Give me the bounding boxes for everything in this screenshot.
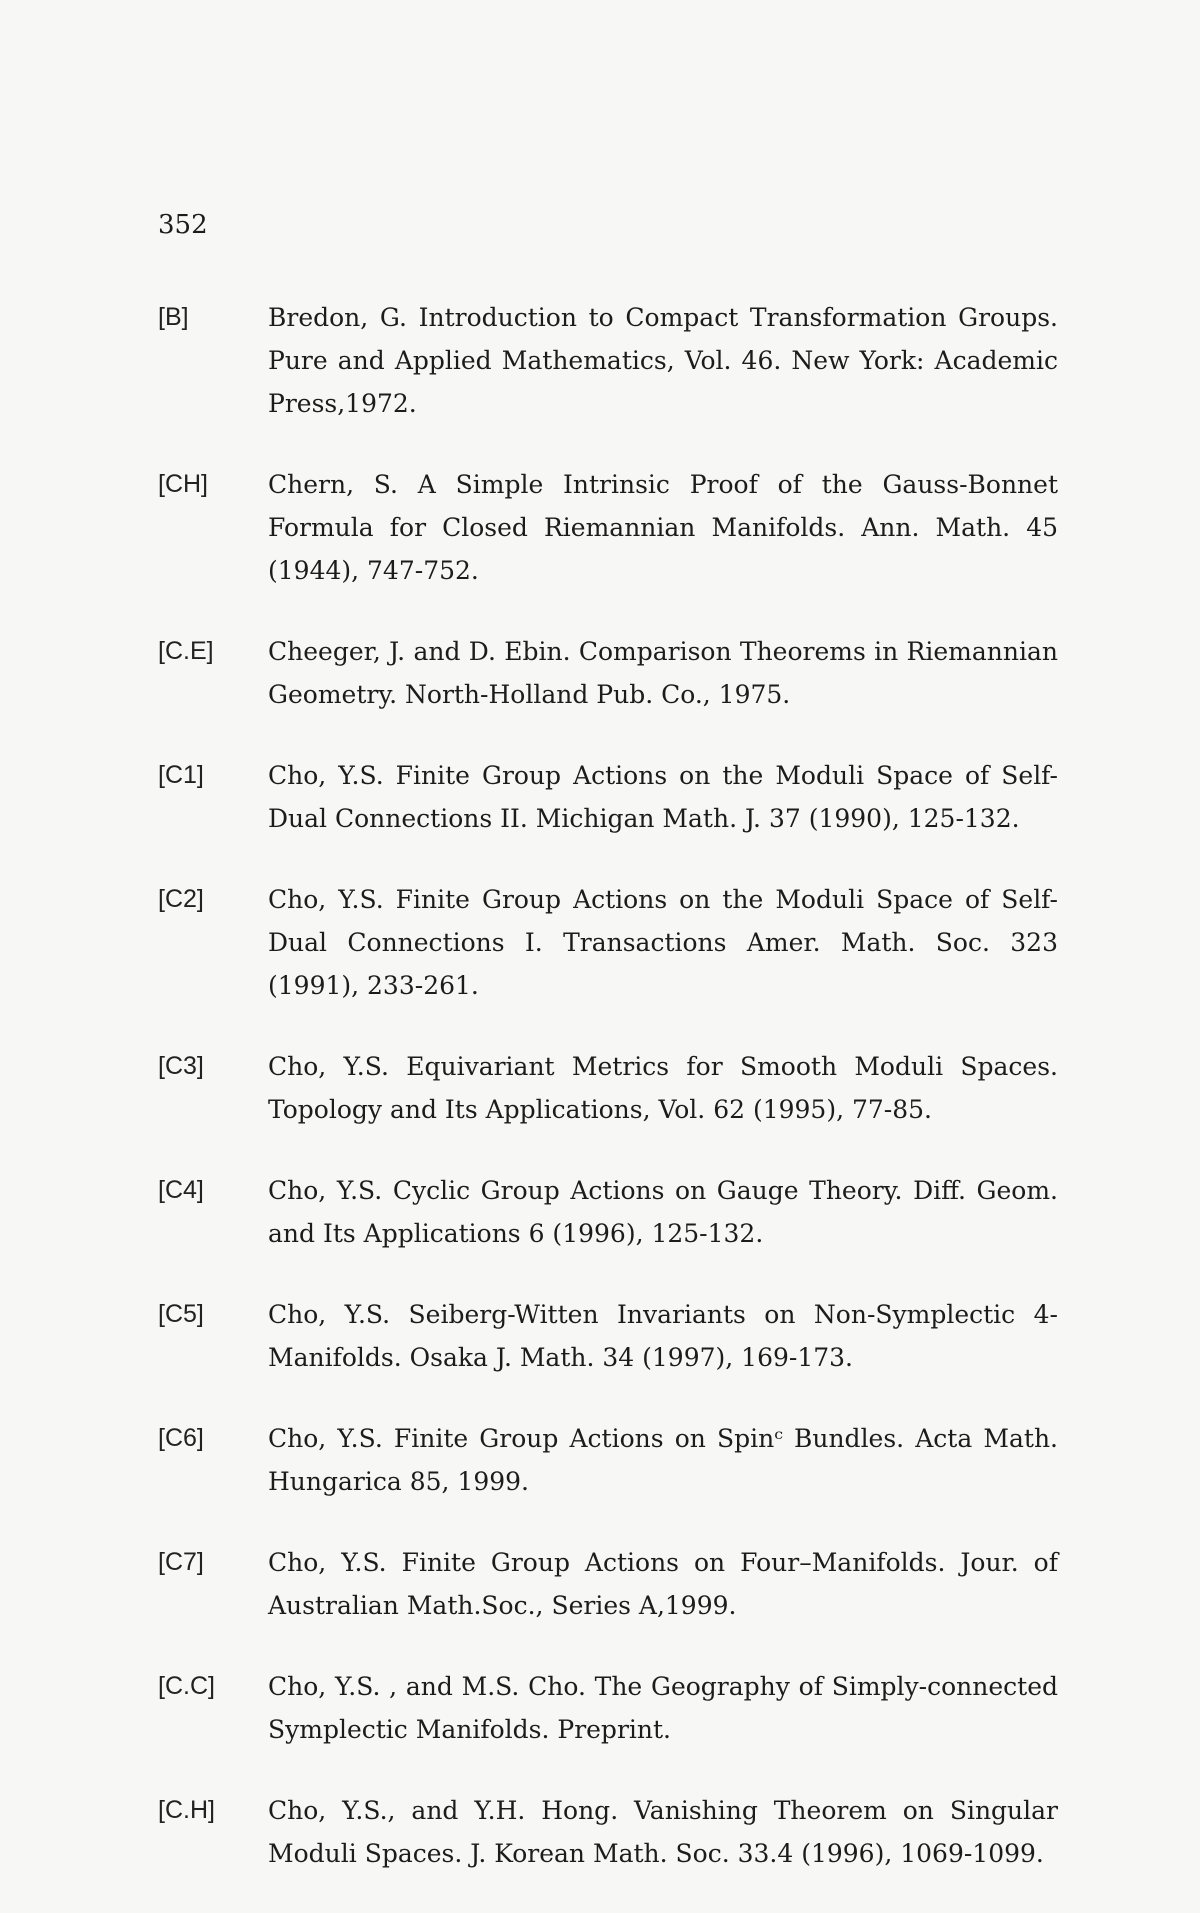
- reference-text: Chern, S. A Simple Intrinsic Proof of the Gauss-Bonnet Formula for Closed Riemannian Manifolds. Ann. Math. 45 (1944), 747-752.: [268, 470, 1058, 585]
- reference-entry: [158, 630, 1058, 716]
- reference-key: [C7]: [158, 1548, 204, 1576]
- reference-entry: [158, 754, 1058, 840]
- reference-list: [158, 296, 1058, 1913]
- reference-text: Cho, Y.S. Finite Group Actions on Four–Manifolds. Jour. of Australian Math.Soc., Series A,1999.: [268, 1548, 1058, 1620]
- reference-text: Cheeger, J. and D. Ebin. Comparison Theorems in Riemannian Geometry. North-Holland Pub. Co., 1975.: [268, 637, 1058, 709]
- reference-key: [C2]: [158, 885, 204, 913]
- reference-key: [C4]: [158, 1176, 204, 1204]
- reference-key: [C.C]: [158, 1672, 215, 1700]
- page-number: 352: [158, 210, 208, 240]
- reference-entry: [158, 1789, 1058, 1875]
- reference-key: [C.H]: [158, 1796, 215, 1824]
- reference-text: Cho, Y.S., and Y.H. Hong. Vanishing Theorem on Singular Moduli Spaces. J. Korean Math. Soc. 33.4 (1996), 1069-1099.: [268, 1796, 1058, 1868]
- reference-text: Cho, Y.S. Finite Group Actions on Spinᶜ Bundles. Acta Math. Hungarica 85, 1999.: [268, 1424, 1058, 1496]
- reference-text: Cho, Y.S. Finite Group Actions on the Moduli Space of Self-Dual Connections II. Michigan Math. J. 37 (1990), 125-132.: [268, 761, 1058, 833]
- reference-entry: [158, 1045, 1058, 1131]
- reference-text: Bredon, G. Introduction to Compact Transformation Groups. Pure and Applied Mathematics, Vol. 46. New York: Academic Press,1972.: [268, 303, 1058, 418]
- reference-key: [C.E]: [158, 637, 214, 665]
- reference-entry: [158, 296, 1058, 425]
- reference-text: Cho, Y.S. , and M.S. Cho. The Geography of Simply-connected Symplectic Manifolds. Preprint.: [268, 1672, 1058, 1744]
- reference-text: Cho, Y.S. Equivariant Metrics for Smooth Moduli Spaces. Topology and Its Applications, Vol. 62 (1995), 77-85.: [268, 1052, 1058, 1124]
- reference-key: [B]: [158, 303, 189, 331]
- reference-text: Cho, Y.S. Finite Group Actions on the Moduli Space of Self-Dual Connections I. Transactions Amer. Math. Soc. 323 (1991), 233-261.: [268, 885, 1058, 1000]
- reference-key: [C6]: [158, 1424, 204, 1452]
- reference-entry: [158, 1665, 1058, 1751]
- reference-key: [C1]: [158, 761, 204, 789]
- reference-entry: [158, 878, 1058, 1007]
- reference-entry: [158, 463, 1058, 592]
- reference-entry: [158, 1293, 1058, 1379]
- reference-entry: [158, 1417, 1058, 1503]
- reference-text: Cho, Y.S. Seiberg-Witten Invariants on Non-Symplectic 4-Manifolds. Osaka J. Math. 34 (1997), 169-173.: [268, 1300, 1058, 1372]
- reference-entry: [158, 1169, 1058, 1255]
- reference-text: Cho, Y.S. Cyclic Group Actions on Gauge Theory. Diff. Geom. and Its Applications 6 (1996), 125-132.: [268, 1176, 1058, 1248]
- reference-key: [CH]: [158, 470, 208, 498]
- reference-key: [C3]: [158, 1052, 204, 1080]
- reference-key: [C5]: [158, 1300, 204, 1328]
- reference-entry: [158, 1541, 1058, 1627]
